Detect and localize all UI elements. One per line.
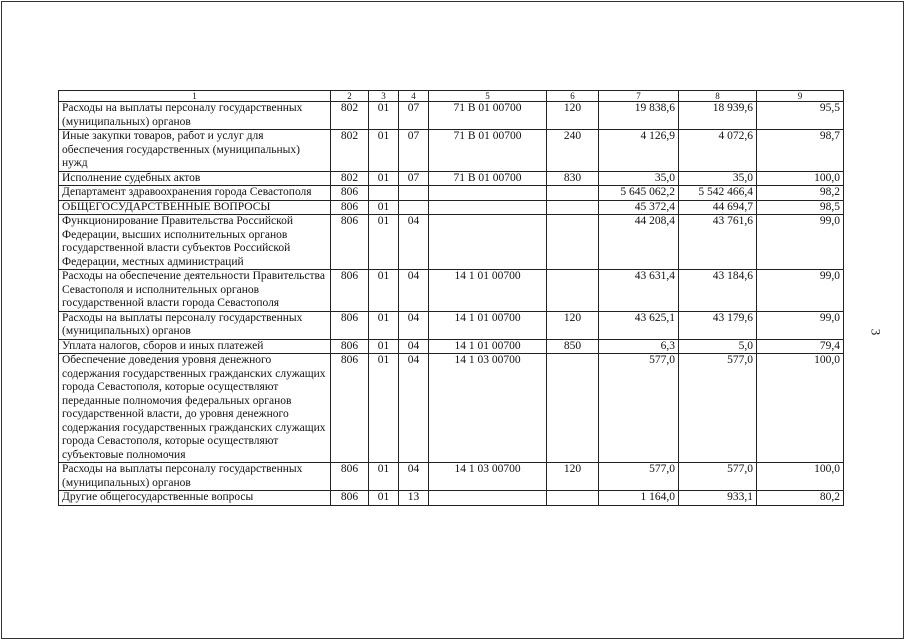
cell-actual: 4 072,6 xyxy=(679,130,757,172)
table-row xyxy=(59,186,844,201)
cell-expense-type: 240 xyxy=(547,130,599,172)
table-row xyxy=(59,215,844,270)
cell-name: Расходы на выплаты персоналу государственных (муниципальных) органов xyxy=(59,102,331,130)
table-row xyxy=(59,339,844,354)
cell-percent: 100,0 xyxy=(757,463,844,491)
cell-subsection: 04 xyxy=(399,463,429,491)
table-row xyxy=(59,171,844,186)
cell-plan: 6,3 xyxy=(599,339,679,354)
cell-name: Другие общегосударственные вопросы xyxy=(59,491,331,506)
cell-target xyxy=(429,491,547,506)
table-row xyxy=(59,491,844,506)
cell-section: 01 xyxy=(369,463,399,491)
cell-target: 71 В 01 00700 xyxy=(429,102,547,130)
header-cell: 1 xyxy=(59,91,331,102)
cell-section: 01 xyxy=(369,171,399,186)
cell-subsection: 04 xyxy=(399,354,429,463)
table-body xyxy=(59,102,844,506)
cell-percent: 80,2 xyxy=(757,491,844,506)
page-number: 3 xyxy=(868,328,884,336)
cell-target: 71 В 01 00700 xyxy=(429,171,547,186)
cell-plan: 19 838,6 xyxy=(599,102,679,130)
cell-expense-type xyxy=(547,270,599,312)
header-row xyxy=(59,91,844,102)
cell-section: 01 xyxy=(369,270,399,312)
cell-plan: 577,0 xyxy=(599,354,679,463)
cell-plan: 45 372,4 xyxy=(599,200,679,215)
cell-percent: 100,0 xyxy=(757,171,844,186)
cell-expense-type xyxy=(547,491,599,506)
cell-name: Исполнение судебных актов xyxy=(59,171,331,186)
cell-section: 01 xyxy=(369,354,399,463)
cell-target xyxy=(429,200,547,215)
table-row xyxy=(59,200,844,215)
cell-actual: 44 694,7 xyxy=(679,200,757,215)
cell-name: Расходы на выплаты персоналу государственных (муниципальных) органов xyxy=(59,463,331,491)
cell-name: Расходы на выплаты персоналу государственных (муниципальных) органов xyxy=(59,311,331,339)
cell-gr: 806 xyxy=(331,186,369,201)
cell-subsection xyxy=(399,200,429,215)
cell-plan: 44 208,4 xyxy=(599,215,679,270)
cell-target xyxy=(429,186,547,201)
cell-section: 01 xyxy=(369,130,399,172)
cell-actual: 43 761,6 xyxy=(679,215,757,270)
cell-gr: 806 xyxy=(331,270,369,312)
cell-target: 14 1 03 00700 xyxy=(429,463,547,491)
cell-name: Иные закупки товаров, работ и услуг для обеспечения государственных (муниципальных) нужд xyxy=(59,130,331,172)
cell-actual: 5 542 466,4 xyxy=(679,186,757,201)
cell-gr: 806 xyxy=(331,491,369,506)
cell-section: 01 xyxy=(369,311,399,339)
cell-actual: 5,0 xyxy=(679,339,757,354)
header-cell: 4 xyxy=(399,91,429,102)
cell-target: 14 1 01 00700 xyxy=(429,311,547,339)
cell-expense-type: 120 xyxy=(547,463,599,491)
cell-actual: 18 939,6 xyxy=(679,102,757,130)
cell-subsection: 13 xyxy=(399,491,429,506)
cell-name: Уплата налогов, сборов и иных платежей xyxy=(59,339,331,354)
cell-subsection: 07 xyxy=(399,171,429,186)
header-cell: 2 xyxy=(331,91,369,102)
cell-section: 01 xyxy=(369,200,399,215)
cell-subsection xyxy=(399,186,429,201)
cell-gr: 806 xyxy=(331,339,369,354)
cell-gr: 802 xyxy=(331,171,369,186)
table-row xyxy=(59,311,844,339)
cell-section: 01 xyxy=(369,339,399,354)
cell-percent: 98,2 xyxy=(757,186,844,201)
cell-percent: 98,5 xyxy=(757,200,844,215)
cell-percent: 100,0 xyxy=(757,354,844,463)
header-cell: 9 xyxy=(757,91,844,102)
cell-expense-type xyxy=(547,186,599,201)
cell-name: Расходы на обеспечение деятельности Правительства Севастополя и исполнительных органов государственной власти города Севастополя xyxy=(59,270,331,312)
cell-actual: 933,1 xyxy=(679,491,757,506)
cell-gr: 802 xyxy=(331,130,369,172)
cell-name: Функционирование Правительства Российской Федерации, высших исполнительных органов государственной власти субъектов Российской Федерации, местных администраций xyxy=(59,215,331,270)
table-header xyxy=(59,91,844,102)
cell-name: ОБЩЕГОСУДАРСТВЕННЫЕ ВОПРОСЫ xyxy=(59,200,331,215)
cell-percent: 95,5 xyxy=(757,102,844,130)
cell-subsection: 04 xyxy=(399,311,429,339)
cell-name: Обеспечение доведения уровня денежного содержания государственных гражданских служащих города Севастополя, которые осуществляют переданные полномочия федеральных органов государственной власти, до уровня денежного содержания государственных гражданских служащих города Севастополя, которые осуществляют субъектовые полномочия xyxy=(59,354,331,463)
cell-plan: 43 631,4 xyxy=(599,270,679,312)
table-row xyxy=(59,463,844,491)
cell-section: 01 xyxy=(369,102,399,130)
cell-percent: 98,7 xyxy=(757,130,844,172)
cell-actual: 577,0 xyxy=(679,354,757,463)
cell-target: 14 1 01 00700 xyxy=(429,339,547,354)
table-row xyxy=(59,270,844,312)
cell-plan: 35,0 xyxy=(599,171,679,186)
cell-subsection: 04 xyxy=(399,215,429,270)
cell-percent: 99,0 xyxy=(757,311,844,339)
document-page xyxy=(1,1,904,639)
cell-gr: 806 xyxy=(331,215,369,270)
cell-actual: 43 184,6 xyxy=(679,270,757,312)
cell-percent: 99,0 xyxy=(757,270,844,312)
cell-target: 71 В 01 00700 xyxy=(429,130,547,172)
cell-gr: 802 xyxy=(331,102,369,130)
cell-subsection: 07 xyxy=(399,130,429,172)
header-cell: 6 xyxy=(547,91,599,102)
cell-actual: 43 179,6 xyxy=(679,311,757,339)
cell-section: 01 xyxy=(369,215,399,270)
budget-table xyxy=(58,90,844,506)
cell-percent: 79,4 xyxy=(757,339,844,354)
header-cell: 8 xyxy=(679,91,757,102)
cell-section: 01 xyxy=(369,491,399,506)
cell-gr: 806 xyxy=(331,354,369,463)
cell-gr: 806 xyxy=(331,200,369,215)
cell-actual: 577,0 xyxy=(679,463,757,491)
header-cell: 5 xyxy=(429,91,547,102)
cell-target: 14 1 01 00700 xyxy=(429,270,547,312)
table-row xyxy=(59,354,844,463)
cell-section xyxy=(369,186,399,201)
cell-expense-type xyxy=(547,215,599,270)
cell-subsection: 07 xyxy=(399,102,429,130)
cell-target: 14 1 03 00700 xyxy=(429,354,547,463)
cell-gr: 806 xyxy=(331,311,369,339)
cell-plan: 1 164,0 xyxy=(599,491,679,506)
cell-percent: 99,0 xyxy=(757,215,844,270)
cell-plan: 5 645 062,2 xyxy=(599,186,679,201)
cell-expense-type: 120 xyxy=(547,102,599,130)
cell-name: Департамент здравоохранения города Севастополя xyxy=(59,186,331,201)
cell-target xyxy=(429,215,547,270)
cell-gr: 806 xyxy=(331,463,369,491)
cell-expense-type: 120 xyxy=(547,311,599,339)
cell-actual: 35,0 xyxy=(679,171,757,186)
table-row xyxy=(59,130,844,172)
cell-plan: 4 126,9 xyxy=(599,130,679,172)
cell-plan: 43 625,1 xyxy=(599,311,679,339)
cell-expense-type xyxy=(547,200,599,215)
header-cell: 7 xyxy=(599,91,679,102)
cell-subsection: 04 xyxy=(399,270,429,312)
cell-subsection: 04 xyxy=(399,339,429,354)
table-row xyxy=(59,102,844,130)
cell-plan: 577,0 xyxy=(599,463,679,491)
header-cell: 3 xyxy=(369,91,399,102)
cell-expense-type xyxy=(547,354,599,463)
cell-expense-type: 850 xyxy=(547,339,599,354)
cell-expense-type: 830 xyxy=(547,171,599,186)
